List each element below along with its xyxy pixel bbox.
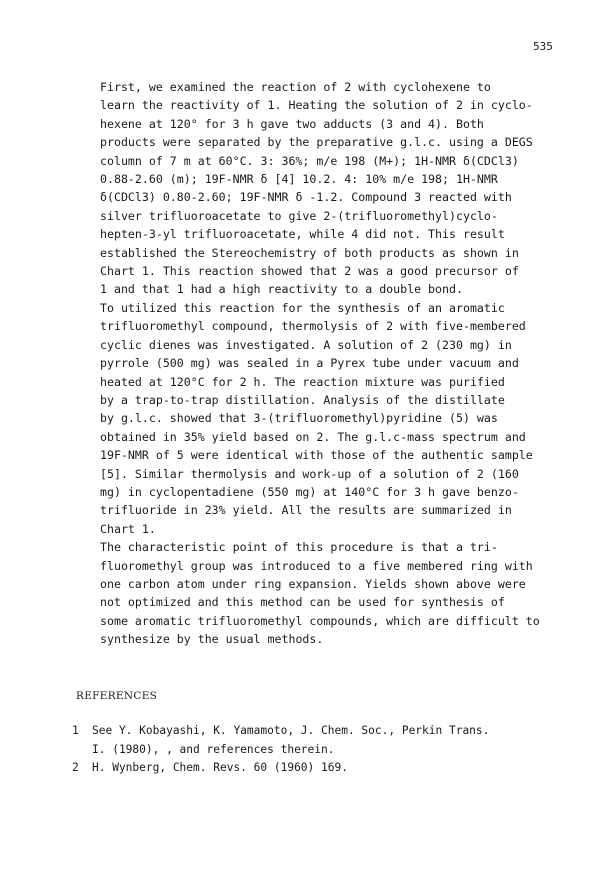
text-line: To utilized this reaction for the synthesis of an aromatic — [100, 300, 505, 315]
text-line: synthesize by the usual methods. — [100, 632, 324, 647]
reference-item — [72, 722, 542, 759]
text-line: First, we examined the reaction of 2 with cyclohexene to — [100, 80, 491, 94]
text-line: one carbon atom under ring expansion. Yields shown above were — [100, 576, 526, 591]
text-line: not optimized and this method can be used for synthesis of — [100, 595, 505, 610]
reference-line: I. (1980), , and references therein. — [92, 742, 335, 756]
text-line: 19F-NMR of 5 were identical with those of the authentic sample — [100, 448, 533, 463]
text-line: δ(CDCl3) 0.80-2.60; 19F-NMR δ -1.2. Compound 3 reacted with — [100, 190, 512, 205]
reference-list — [72, 722, 542, 778]
text-line: [5]. Similar thermolysis and work-up of a solution of 2 (160 — [100, 466, 519, 481]
text-line: silver trifluoroacetate to give 2-(trifluoromethyl)cyclo- — [100, 208, 498, 223]
reference-number: 2 — [72, 761, 79, 774]
text-line: hexene at 120° for 3 h gave two adducts (3 and 4). Both — [100, 116, 484, 131]
references-heading: REFERENCES — [76, 690, 158, 702]
paragraph-2 — [72, 299, 532, 538]
reference-item — [72, 759, 542, 778]
text-line: obtained in 35% yield based on 2. The g.l.c-mass spectrum and — [100, 429, 526, 444]
page-number: 535 — [533, 40, 553, 53]
text-line: The characteristic point of this procedure is that a tri- — [100, 540, 498, 555]
text-line: some aromatic trifluoromethyl compounds, which are difficult to — [100, 613, 540, 628]
text-line: 0.88-2.60 (m); 19F-NMR δ [4] 10.2. 4: 10% m/e 198; 1H-NMR — [100, 172, 498, 187]
text-line: Chart 1. — [100, 521, 156, 536]
text-line: by g.l.c. showed that 3-(trifluoromethyl)pyridine (5) was — [100, 411, 498, 426]
reference-line: See Y. Kobayashi, K. Yamamoto, J. Chem. Soc., Perkin Trans. — [92, 724, 490, 737]
paragraph-1 — [72, 78, 532, 299]
reference-line: H. Wynberg, Chem. Revs. 60 (1960) 169. — [92, 761, 348, 774]
text-line: column of 7 m at 60°C. 3: 36%; m/e 198 (M+); 1H-NMR δ(CDCl3) — [100, 153, 519, 168]
reference-text — [92, 722, 542, 759]
text-line: trifluoride in 23% yield. All the results are summarized in — [100, 503, 512, 518]
text-line: hepten-3-yl trifluoroacetate, while 4 did not. This result — [100, 227, 505, 242]
text-line: learn the reactivity of 1. Heating the solution of 2 in cyclo- — [100, 98, 533, 113]
body-text — [72, 78, 540, 649]
text-line: Chart 1. This reaction showed that 2 was a good precursor of — [100, 264, 519, 279]
reference-text — [92, 759, 542, 778]
text-line: pyrrole (500 mg) was sealed in a Pyrex tube under vacuum and — [100, 356, 519, 371]
paragraph-3 — [72, 538, 540, 648]
text-line: trifluoromethyl compound, thermolysis of 2 with five-membered — [100, 319, 526, 334]
text-line: mg) in cyclopentadiene (550 mg) at 140°C for 3 h gave benzo- — [100, 484, 519, 499]
text-line: by a trap-to-trap distillation. Analysis of the distillate — [100, 392, 505, 407]
text-line: products were separated by the preparative g.l.c. using a DEGS — [100, 135, 533, 150]
text-line: established the Stereochemistry of both products as shown in — [100, 245, 519, 260]
reference-number: 1 — [72, 724, 79, 737]
text-line: heated at 120°C for 2 h. The reaction mixture was purified — [100, 374, 505, 389]
text-line: 1 and that 1 had a high reactivity to a double bond. — [100, 282, 463, 297]
text-line: fluoromethyl group was introduced to a five membered ring with — [100, 558, 533, 573]
text-line: cyclic dienes was investigated. A solution of 2 (230 mg) in — [100, 337, 512, 352]
